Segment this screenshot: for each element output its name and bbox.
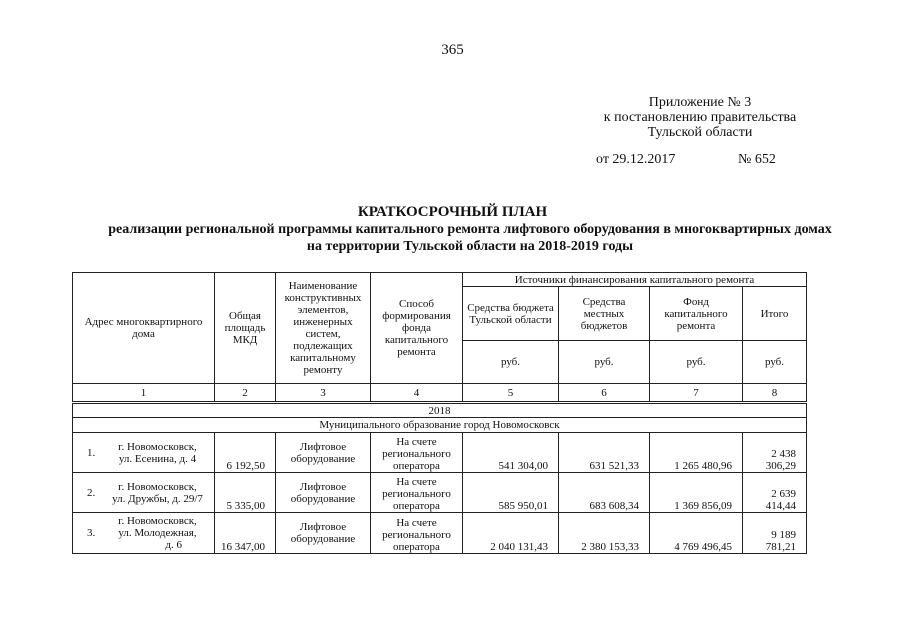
row-number: 2. xyxy=(87,486,96,499)
decree-date: от 29.12.2017 xyxy=(596,152,676,167)
header-local: Средства местных бюджетов xyxy=(559,287,650,341)
header-elements: Наименование конструктивных элементов, инженерных систем, подлежащих капитальному ремонту xyxy=(276,273,371,384)
method-value: На счете регионального оператора xyxy=(371,433,463,473)
local-value: 683 608,34 xyxy=(559,473,650,513)
address-cell xyxy=(73,513,215,554)
header-regional: Средства бюджета Тульской области xyxy=(463,287,559,341)
header-area: Общая площадь МКД xyxy=(215,273,276,384)
column-number: 5 xyxy=(463,384,559,403)
header-address: Адрес многоквартирного дома xyxy=(73,273,215,384)
column-number: 8 xyxy=(743,384,807,403)
element-value: Лифтовое оборудование xyxy=(276,433,371,473)
regional-value: 585 950,01 xyxy=(463,473,559,513)
address-line: г. Новомосковск, xyxy=(118,515,197,527)
address-line: д. 6 xyxy=(165,539,182,551)
area-value: 16 347,00 xyxy=(215,513,276,554)
page-number: 365 xyxy=(441,42,464,58)
table-row xyxy=(73,473,807,513)
row-number: 1. xyxy=(87,446,96,459)
column-number: 1 xyxy=(73,384,215,403)
header-sources: Источники финансирования капитального ремонта xyxy=(463,273,807,287)
fund-value: 1 265 480,96 xyxy=(650,433,743,473)
document-subtitle xyxy=(60,221,880,255)
appendix-line-1: Приложение № 3 xyxy=(648,95,752,110)
method-value: На счете регионального оператора xyxy=(371,513,463,554)
address-cell xyxy=(73,433,215,473)
appendix-line-3: Тульской области xyxy=(647,125,753,140)
plan-table xyxy=(72,272,807,554)
element-value: Лифтовое оборудование xyxy=(276,513,371,554)
row-number: 3. xyxy=(87,527,96,539)
header-unit-5: руб. xyxy=(463,341,559,384)
regional-value: 2 040 131,43 xyxy=(463,513,559,554)
total-value: 2 438 306,29 xyxy=(743,433,807,473)
column-number: 4 xyxy=(371,384,463,403)
header-total: Итого xyxy=(743,287,807,341)
total-value: 9 189 781,21 xyxy=(743,513,807,554)
address-line: г. Новомосковск, xyxy=(118,480,197,493)
regional-value: 541 304,00 xyxy=(463,433,559,473)
year-row: 2018 xyxy=(73,403,807,418)
table-row xyxy=(73,433,807,473)
header-unit-7: руб. xyxy=(650,341,743,384)
header-method: Способ формирования фонда капитального ремонта xyxy=(371,273,463,384)
element-value: Лифтовое оборудование xyxy=(276,473,371,513)
column-number: 2 xyxy=(215,384,276,403)
header-fund: Фонд капитального ремонта xyxy=(650,287,743,341)
local-value: 631 521,33 xyxy=(559,433,650,473)
fund-value: 1 369 856,09 xyxy=(650,473,743,513)
address-cell xyxy=(73,473,215,513)
document-title: КРАТКОСРОЧНЫЙ ПЛАН xyxy=(357,204,548,220)
address-line: ул. Дружбы, д. 29/7 xyxy=(112,492,203,505)
area-value: 5 335,00 xyxy=(215,473,276,513)
area-value: 6 192,50 xyxy=(215,433,276,473)
column-number: 6 xyxy=(559,384,650,403)
decree-number: № 652 xyxy=(738,152,776,167)
column-number: 3 xyxy=(276,384,371,403)
table-row xyxy=(73,513,807,554)
municipality-row: Муниципального образование город Новомосковск xyxy=(73,418,807,433)
fund-value: 4 769 496,45 xyxy=(650,513,743,554)
address-line: ул. Молодежная, xyxy=(118,527,197,539)
header-unit-8: руб. xyxy=(743,341,807,384)
header-unit-6: руб. xyxy=(559,341,650,384)
column-number: 7 xyxy=(650,384,743,403)
subtitle-line-2: на территории Тульской области на 2018-2019 годы xyxy=(306,239,634,254)
address-line: г. Новомосковск, xyxy=(118,440,197,453)
local-value: 2 380 153,33 xyxy=(559,513,650,554)
method-value: На счете регионального оператора xyxy=(371,473,463,513)
total-value: 2 639 414,44 xyxy=(743,473,807,513)
subtitle-line-1: реализации региональной программы капитального ремонта лифтового оборудования в многоквартирных домах xyxy=(108,222,832,237)
address-line: ул. Есенина, д. 4 xyxy=(118,452,197,465)
appendix-line-2: к постановлению правительства xyxy=(603,110,797,125)
appendix-header xyxy=(560,95,840,140)
